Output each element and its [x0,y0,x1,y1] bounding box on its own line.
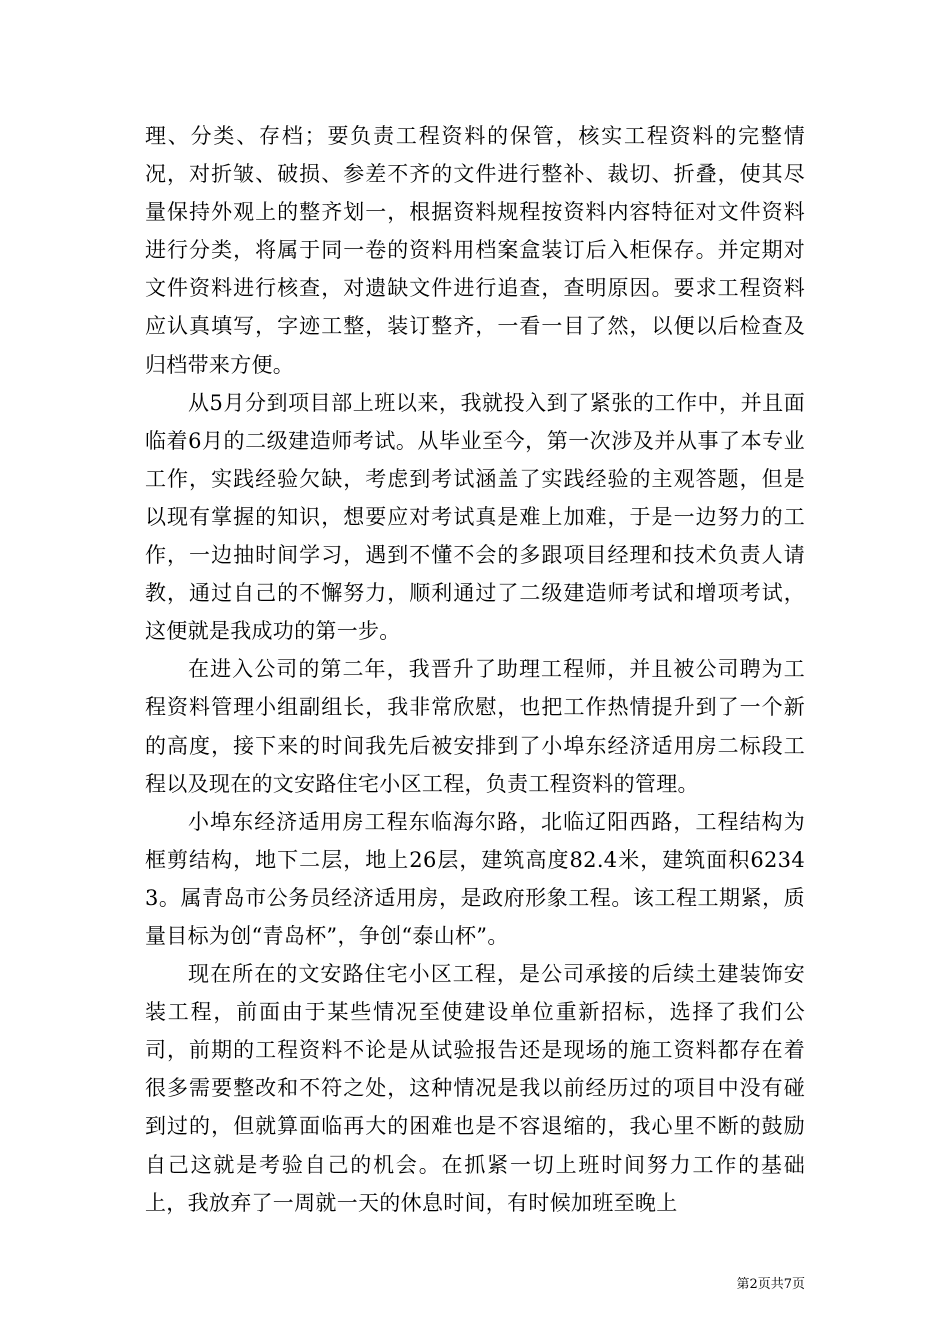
document-body [145,117,805,1222]
page-number: 第2页共7页 [736,1277,805,1292]
paragraph-5: 现在所在的文安路住宅小区工程，是公司承接的后续土建装饰安装工程，前面由于某些情况至使建设单位重新招标，选择了我们公司，前期的工程资料不论是从试验报告还是现场的施工资料都存在着很多需要整改和不符之处，这种情况是我以前经历过的项目中没有碰到过的，但就算面临再大的困难也是不容退缩的，我心里不断的鼓励自己这就是考验自己的机会。在抓紧一切上班时间努力工作的基础上，我放弃了一周就一天的休息时间，有时候加班至晚上 [145,962,805,1215]
paragraph-4: 小埠东经济适用房工程东临海尔路，北临辽阳西路，工程结构为框剪结构，地下二层，地上26层，建筑高度82.4米，建筑面积62343。属青岛市公务员经济适用房，是政府形象工程。该工程工期紧，质量目标为创“青岛杯”，争创“泰山杯”。 [145,809,805,948]
paragraph-3: 在进入公司的第二年，我晋升了助理工程师，并且被公司聘为工程资料管理小组副组长，我非常欣慰，也把工作热情提升到了一个新的高度，接下来的时间我先后被安排到了小埠东经济适用房二标段工程以及现在的文安路住宅小区工程，负责工程资料的管理。 [145,657,805,796]
page-footer [736,1276,805,1294]
paragraph-1: 理、分类、存档；要负责工程资料的保管，核实工程资料的完整情况，对折皱、破损、参差不齐的文件进行整补、裁切、折叠，使其尽量保持外观上的整齐划一，根据资料规程按资料内容特征对文件资料进行分类，将属于同一卷的资料用档案盒装订后入柜保存。并定期对文件资料进行核查，对遗缺文件进行追查，查明原因。要求工程资料应认真填写，字迹工整，装订整齐，一看一目了然，以便以后检查及归档带来方便。 [145,124,805,377]
paragraph-2: 从5月分到项目部上班以来，我就投入到了紧张的工作中，并且面临着6月的二级建造师考试。从毕业至今，第一次涉及并从事了本专业工作，实践经验欠缺，考虑到考试涵盖了实践经验的主观答题，但是以现有掌握的知识，想要应对考试真是难上加难，于是一边努力的工作，一边抽时间学习，遇到不懂不会的多跟项目经理和技术负责人请教，通过自己的不懈努力，顺利通过了二级建造师考试和增项考试，这便就是我成功的第一步。 [145,390,805,644]
